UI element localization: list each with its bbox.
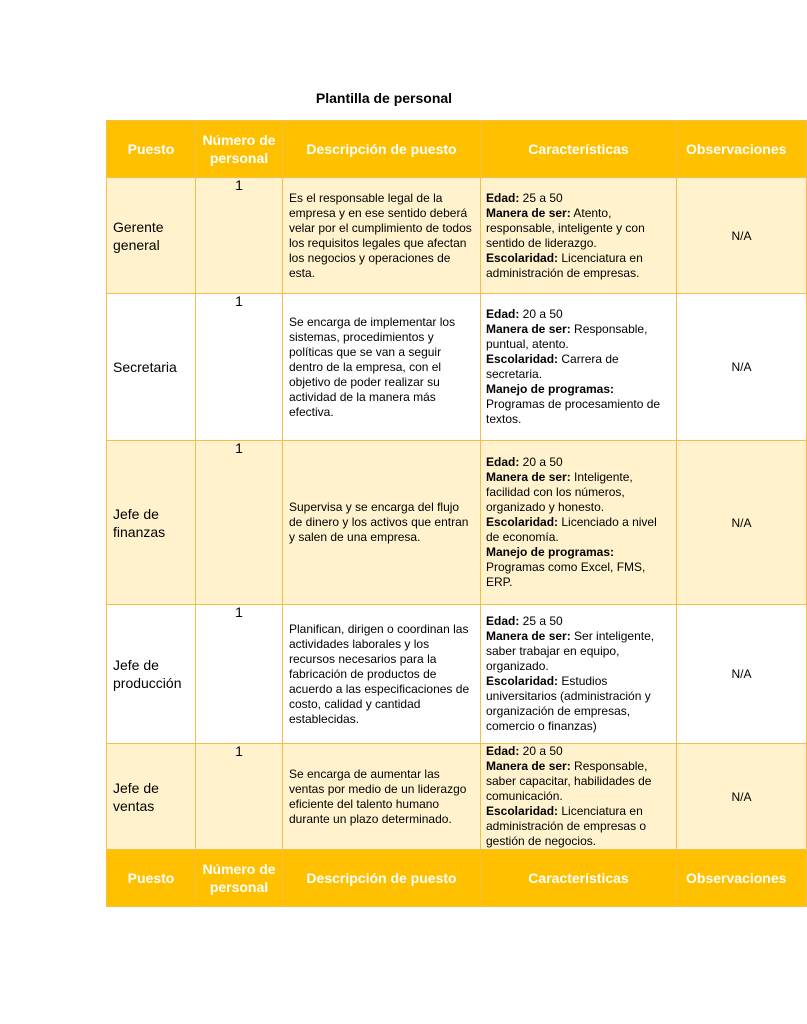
page-title: Plantilla de personal	[315, 90, 453, 106]
header-observaciones: Observaciones	[677, 121, 807, 178]
cell-puesto: Jefe de ventas	[107, 744, 196, 850]
footer-numero: Número de personal	[196, 850, 283, 907]
table-body	[107, 178, 807, 850]
attr-value: Licenciatura en administración de empresas.	[486, 250, 643, 280]
footer-descripcion: Descripción de puesto	[283, 850, 481, 907]
cell-observaciones: N/A	[677, 294, 807, 441]
header-descripcion: Descripción de puesto	[283, 121, 481, 178]
attr-label: Escolaridad:	[486, 674, 559, 688]
footer-caracteristicas: Características	[481, 850, 677, 907]
attr-value: Carrera de secretaria.	[486, 352, 619, 381]
attr-label: Escolaridad:	[486, 352, 559, 366]
cell-caracteristicas	[481, 294, 677, 441]
attr-value: Licenciatura en administración de empresas o gestión de negocios.	[486, 804, 647, 848]
cell-caracteristicas	[481, 441, 677, 605]
attr-value: Licenciado a nivel de economía.	[486, 515, 657, 544]
cell-descripcion: Se encarga de implementar los sistemas, procedimientos y políticas que se van a seguir dentro de la empresa, con el objetivo de poder realizar su actividad de la manera más efectiva.	[283, 294, 481, 441]
cell-descripcion: Planifican, dirigen o coordinan las actividades laborales y los recursos necesarios para la fabricación de productos de acuerdo a las especificaciones de costo, calidad y cantidad establecidas.	[283, 605, 481, 744]
attr-value: 20 a 50	[519, 744, 563, 758]
attr-value: Responsable, saber capacitar, habilidades de comunicación.	[486, 759, 652, 803]
cell-numero: 1	[196, 178, 283, 294]
table-header	[107, 121, 807, 178]
cell-puesto: Jefe de producción	[107, 605, 196, 744]
cell-numero: 1	[196, 744, 283, 850]
cell-caracteristicas	[481, 605, 677, 744]
attr-value: 25 a 50	[519, 190, 563, 205]
attr-value: Programas como Excel, FMS, ERP.	[486, 560, 646, 589]
attr-label: Edad:	[486, 190, 520, 205]
attr-label: Manejo de programas:	[486, 382, 615, 396]
cell-observaciones: N/A	[677, 744, 807, 850]
staff-table	[106, 120, 807, 907]
attr-value: Estudios universitarios (administración y organización de empresas, comercio o finanzas)	[486, 674, 651, 733]
table-row	[107, 178, 807, 294]
cell-numero: 1	[196, 605, 283, 744]
attr-label: Manera de ser:	[486, 759, 571, 773]
table-row	[107, 441, 807, 605]
attr-label: Edad:	[486, 307, 520, 321]
attr-value: 25 a 50	[519, 614, 563, 628]
cell-descripcion: Es el responsable legal de la empresa y en ese sentido deberá velar por el cumplimiento de todos los requisitos legales que afectan los negocios y operaciones de esta.	[283, 178, 481, 294]
header-puesto: Puesto	[107, 121, 196, 178]
cell-descripcion: Supervisa y se encarga del flujo de dinero y los activos que entran y salen de una empresa.	[283, 441, 481, 605]
attr-label: Edad:	[486, 614, 520, 628]
header-caracteristicas: Características	[481, 121, 677, 178]
attr-label: Manejo de programas:	[486, 545, 615, 559]
attr-label: Manera de ser:	[486, 322, 571, 336]
cell-puesto: Gerente general	[107, 178, 196, 294]
cell-puesto: Secretaria	[107, 294, 196, 441]
attr-label: Manera de ser:	[486, 205, 571, 220]
attr-label: Escolaridad:	[486, 515, 559, 529]
attr-value: Inteligente, facilidad con los números, organizado y honesto.	[486, 470, 633, 514]
cell-observaciones: N/A	[677, 178, 807, 294]
cell-observaciones: N/A	[677, 441, 807, 605]
attr-label: Escolaridad:	[486, 250, 559, 265]
attr-value: Atento, responsable, inteligente y con sentido de liderazgo.	[486, 205, 645, 250]
table-footer	[107, 850, 807, 907]
footer-header-row	[107, 850, 807, 907]
attr-label: Manera de ser:	[486, 470, 571, 484]
table-row	[107, 294, 807, 441]
staff-table-container	[106, 120, 787, 907]
cell-numero: 1	[196, 294, 283, 441]
attr-label: Escolaridad:	[486, 804, 559, 818]
cell-numero: 1	[196, 441, 283, 605]
cell-descripcion: Se encarga de aumentar las ventas por medio de un liderazgo eficiente del talento humano durante un plazo determinado.	[283, 744, 481, 850]
table-row	[107, 744, 807, 850]
attr-value: Responsable, puntual, atento.	[486, 322, 648, 351]
cell-observaciones: N/A	[677, 605, 807, 744]
header-row	[107, 121, 807, 178]
attr-label: Edad:	[486, 744, 520, 758]
attr-value: Programas de procesamiento de textos.	[486, 397, 661, 426]
attr-value: 20 a 50	[519, 307, 563, 321]
footer-puesto: Puesto	[107, 850, 196, 907]
cell-caracteristicas	[481, 178, 677, 294]
cell-puesto: Jefe de finanzas	[107, 441, 196, 605]
table-row	[107, 605, 807, 744]
attr-label: Edad:	[486, 455, 520, 469]
header-numero: Número de personal	[196, 121, 283, 178]
attr-label: Manera de ser:	[486, 629, 571, 643]
footer-observaciones: Observaciones	[677, 850, 807, 907]
cell-caracteristicas	[481, 744, 677, 850]
attr-value: Ser inteligente, saber trabajar en equipo, organizado.	[486, 629, 655, 673]
attr-value: 20 a 50	[519, 455, 563, 469]
